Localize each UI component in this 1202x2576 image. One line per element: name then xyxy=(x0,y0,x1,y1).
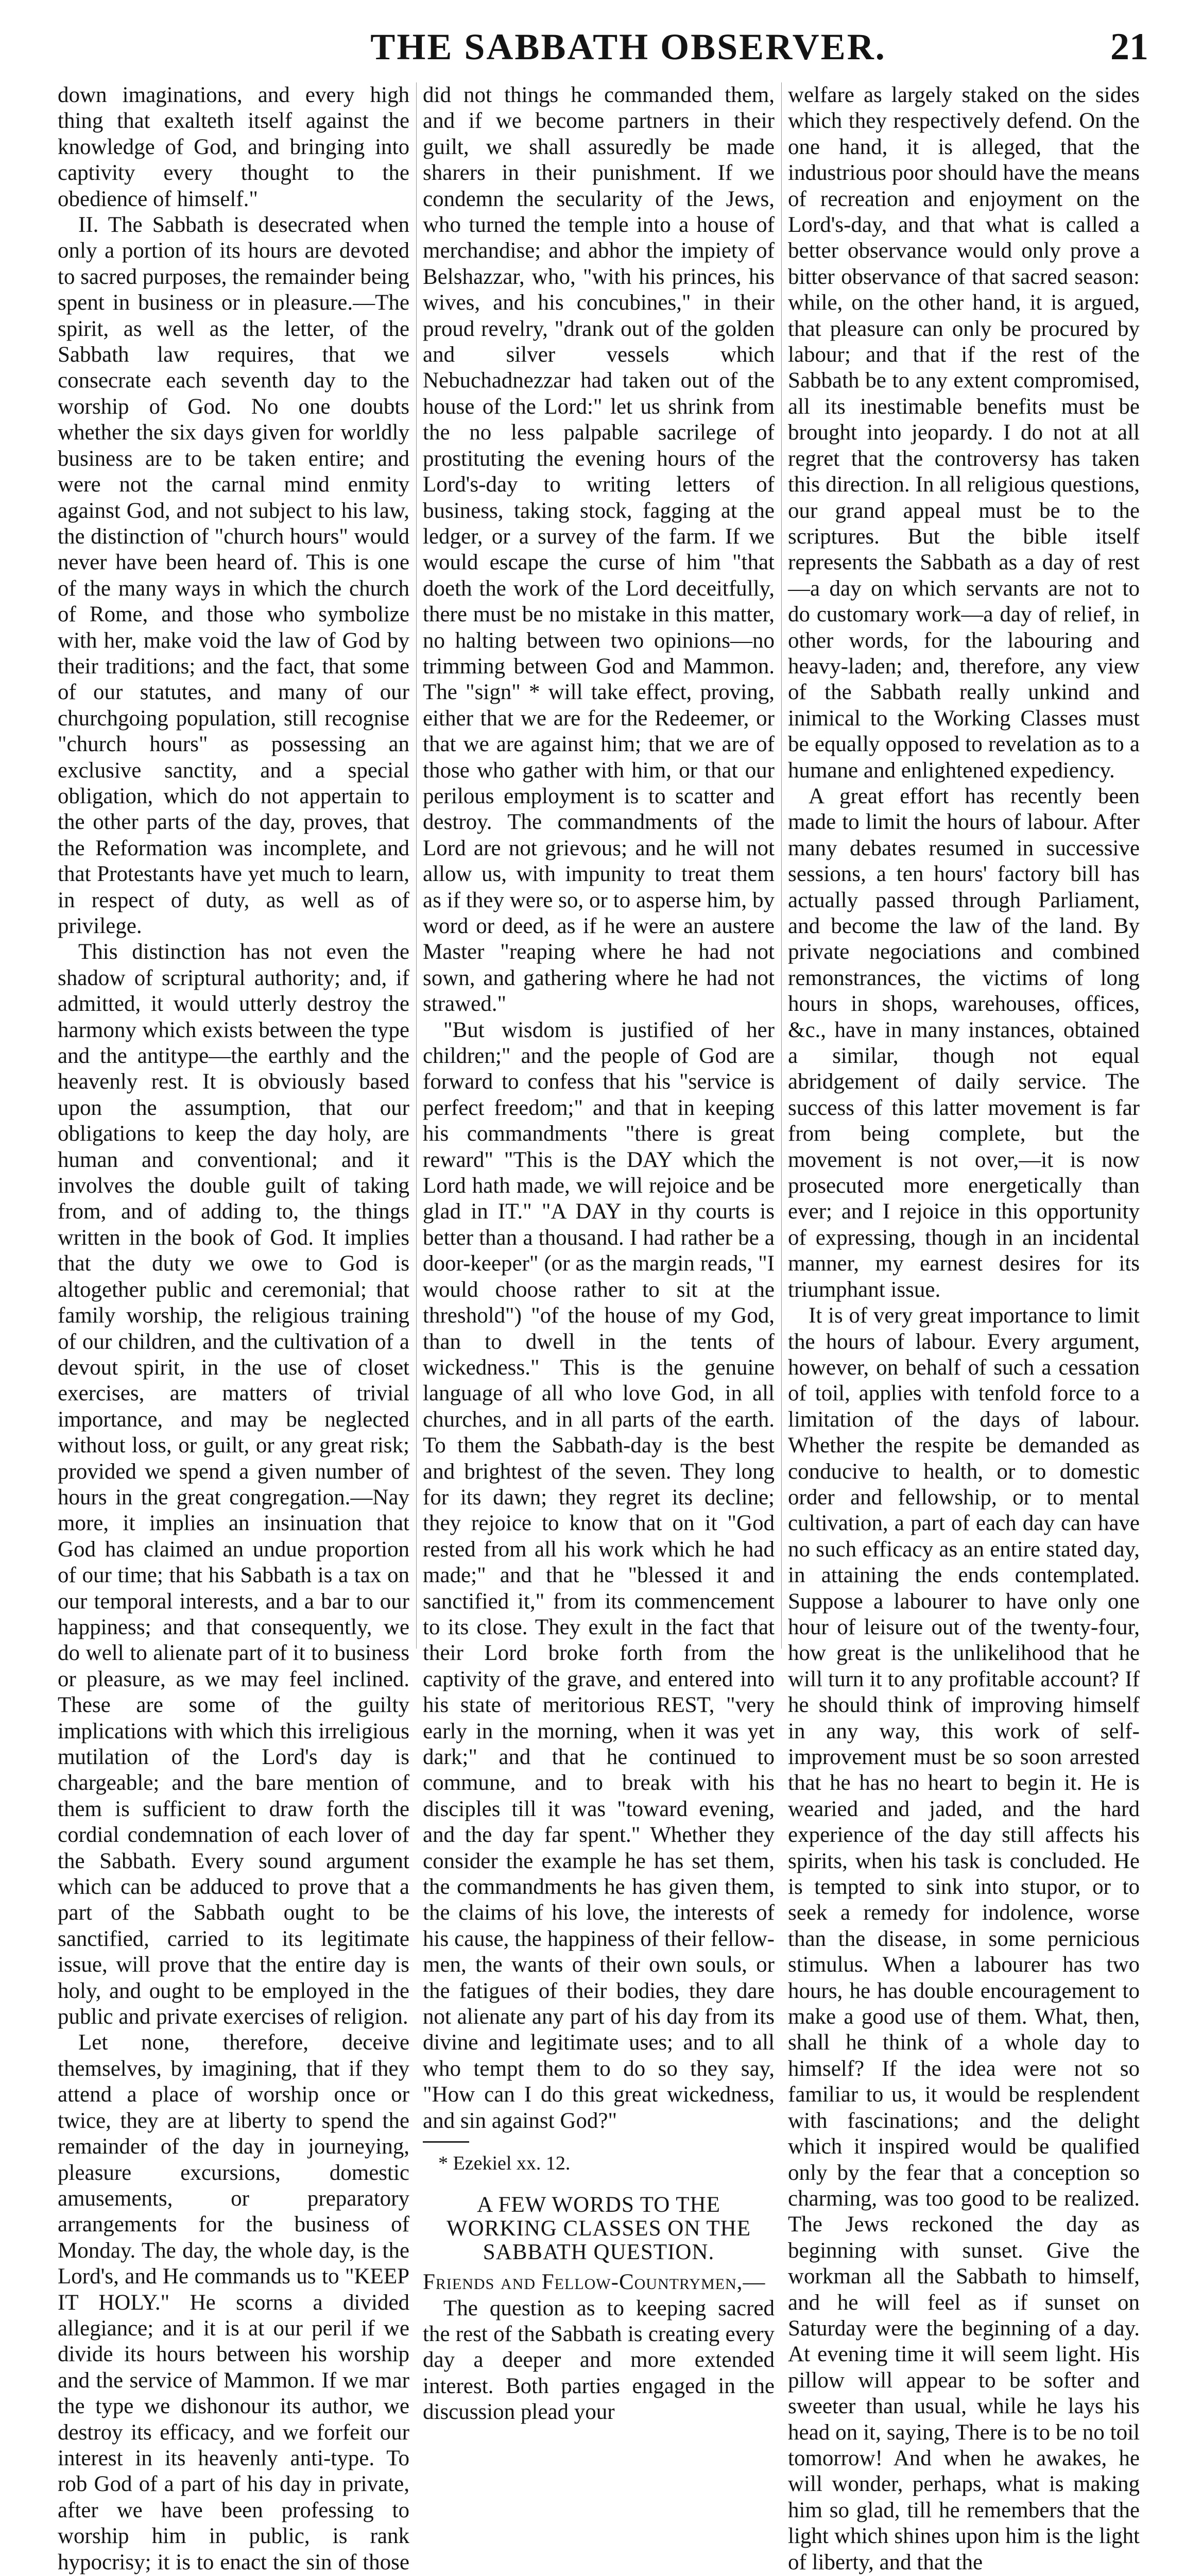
paragraph: II. The Sabbath is desecrated when only a portion of its hours are devoted to sacred purposes, the remainder being spent in business or in pleasure.—The spirit, as well as the letter, of the Sabbath law requires, that we consecrate each seventh day to the worship of God. No one doubts whether the six days given for worldly business are to be taken entire; and were not the carnal mind enmity against God, and not subject to his law, the distinction of "church hours" would never have been heard of. This is one of the many ways in which the church of Rome, and those who symbolize with her, make void the law of God by their traditions; and the fact, that some of our statutes, and many of our churchgoing population, still recognise "church hours" as possessing an exclusive sanctity, and a special obligation, which do not appertain to the other parts of the day, proves, that the Reformation was incomplete, and that Protestants have yet much to learn, in respect of duty, as well as of privilege. xyxy=(58,213,409,938)
paragraph: down imaginations, and every high thing that exalteth itself against the knowledge of God, and bringing into captivity every thought to the obedience of himself." xyxy=(58,83,409,211)
footnote-rule xyxy=(423,2141,469,2143)
paragraph: This distinction has not even the shadow of scriptural authority; and, if admitted, it would utterly destroy the harmony which exists between the type and the antitype—the earthly and the heavenly rest. It is obviously based upon the assumption, that our obligations to keep the day holy, are human and conventional; and it involves the double guilt of taking from, and of adding to, the things written in the book of God. It implies that the duty we owe to God is altogether public and ceremonial; that family worship, the religious training of our children, and the cultivation of a devout spirit, in the use of closet exercises, are matters of trivial importance, and may be neglected without loss, or guilt, or any great risk; provided we spend a given number of hours in the great congregation.—Nay more, it implies an insinuation that God has claimed an undue proportion of our time; that his Sabbath is a tax on our temporal interests, and a bar to our happiness; and that consequently, we do well to alienate part of it to business or pleasure, as we may feel inclined. These are some of the guilty implications with which this irreligious mutilation of the Lord's day is chargeable; and the bare mention of them is sufficient to draw forth the cordial condemnation of each lover of the Sabbath. Every sound argument which can be adduced to prove that a part of the Sabbath ought to be sanctified, carried to its legitimate issue, will prove that the entire day is holy, and ought to be employed in the public and private exercises of religion. xyxy=(58,940,409,2029)
column-divider xyxy=(781,82,782,1649)
paragraph: welfare as largely staked on the sides which they respectively defend. On the one hand, it is alleged, that the industrious poor should have the means of recreation and enjoyment on the Lord's-day, and that what is called a better observance would only prove a bitter observance of that sacred season: while, on the other hand, it is argued, that pleasure can only be procured by labour; and that if the rest of the Sabbath be to any extent compromised, all its inestimable benefits must be brought into jeopardy. I do not at all regret that the controversy has taken this direction. In all religious questions, our grand appeal must be to the scriptures. But the bible itself represents the Sabbath as a day of rest—a day on which servants are not to do customary work—a day of relief, in other words, for the labouring and heavy-laden; and, therefore, any view of the Sabbath really unkind and inimical to the Working Classes must be equally opposed to revelation as to a humane and enlightened expediency. xyxy=(788,83,1140,783)
salutation: Friends and Fellow-Countrymen,— xyxy=(423,2270,766,2295)
section-heading: A FEW WORDS TO THE WORKING CLASSES ON THE SABBATH QUESTION. xyxy=(447,2193,751,2265)
journal-title: THE SABBATH OBSERVER. xyxy=(370,26,886,67)
page-number: 21 xyxy=(1110,26,1148,68)
footnote: * Ezekiel xx. 12. xyxy=(438,2153,571,2175)
paragraph: A great effort has recently been made to limit the hours of labour. After many debates resumed in successive sessions, a ten hours' factory bill has actually passed through Parliament, and become the law of the land. By private negociations and combined remonstrances, the victims of long hours in shops, warehouses, offices, &c., have in many instances, obtained a similar, though not equal abridgement of daily service. The success of this latter movement is far from being complete, but the movement is not over,—it is now prosecuted more energetically than ever; and I rejoice in this opportunity of expressing, though in an incidental manner, my earnest desires for its triumphant issue. xyxy=(788,784,1140,1302)
column-2 xyxy=(423,82,775,2425)
column-divider xyxy=(416,82,417,1649)
paragraph: The question as to keeping sacred the rest of the Sabbath is creating every day a deeper and more extended interest. Both parties engaged in the discussion plead your xyxy=(423,2296,775,2425)
paragraph: "But wisdom is justified of her children;" and the people of God are forward to confess that his "service is perfect freedom;" and that in keeping his commandments "there is great reward" "This is the DAY which the Lord hath made, we will rejoice and be glad in IT." "A DAY in thy courts is better than a thousand. I had rather be a door-keeper" (or as the margin reads, "I would choose rather to sit at the threshold") "of the house of my God, than to dwell in the tents of wickedness." This is the genuine language of all who love God, in all churches, and in all parts of the earth. To them the Sabbath-day is the best and brightest of the seven. They long for its dawn; they regret its decline; they rejoice to know that on it "God rested from all his work which he had made;" and that he "blessed it and sanctified it," from its commencement to its close. They exult in the fact that their Lord broke forth from the captivity of the grave, and entered into his state of meritorious REST, "very early in the morning, when it was yet dark;" and that he continued to commune, and to break with his disciples till it was "toward evening, and the day far spent." Whether they consider the example he has set them, the commandments he has given them, the claims of his love, the interests of his cause, the happiness of their fellow-men, the wants of their own souls, or the fatigues of their bodies, they dare not alienate any part of his day from its divine and legitimate uses; and to all who tempt them to do so they say, "How can I do this great wickedness, and sin against God?" xyxy=(423,1018,775,2133)
column-3 xyxy=(788,82,1140,2574)
paragraph: Let none, therefore, deceive themselves, by imagining, that if they attend a place of worship once or twice, they are at liberty to spend the remainder of the day in journeying, pleasure excursions, domestic amusements, or preparatory arrangements for the business of Monday. The day, the whole day, is the Lord's, and He commands us to "KEEP IT HOLY." He scorns a divided allegiance; and it is at our peril if we divide its hours between his worship and the service of Mammon. If we mar the type we dishonour its author, we destroy its efficacy, and we forfeit our interest in its heavenly anti-type. To rob God of a part of his day in private, after we have been professing to worship him in public, is rank hypocrisy; it is to enact the sin of those xyxy=(58,2030,409,2574)
paragraph: It is of very great importance to limit the hours of labour. Every argument, however, on behalf of such a cessation of toil, applies with tenfold force to a limitation of the days of labour. Whether the respite be demanded as conducive to health, or to domestic order and fellowship, or to mental cultivation, a part of each day can have no such efficacy as an entire stated day, in attaining the ends contemplated. Suppose a labourer to have only one hour of leisure out of the twenty-four, how great is the unlikelihood that he will turn it to any profitable account? If he should think of improving himself in any way, this work of self-improvement must be so soon arrested that he has no heart to begin it. He is wearied and jaded, and the hard experience of the day still affects his spirits, when his task is concluded. He is tempted to sink into stupor, or to seek a remedy for indolence, worse than the disease, in some pernicious stimulus. When a labourer has two hours, he has double encouragement to make a good use of them. What, then, shall he think of a whole day to himself? If the idea were not so familiar to us, it would be resplendent with fascinations; and the delight which it inspired would be qualified only by the fear that a conception so charming, was too good to be realized. The Jews reckoned the day as beginning with sunset. Give the workman all the Sabbath to himself, and he will feel as if sunset on Saturday were the beginning of a day. At evening time it will seem light. His pillow will appear to be softer and sweeter than usual, while he lays his head on it, saying, There is to be no toil tomorrow! And when he awakes, he will wonder, perhaps, what is making him so glad, till he remembers that the light which shines upon him is the light of liberty, and that the xyxy=(788,1303,1140,2574)
paragraph: did not things he commanded them, and if we become partners in their guilt, we shall assuredly be made sharers in their punishment. If we condemn the secularity of the Jews, who turned the temple into a house of merchandise; and abhor the impiety of Belshazzar, who, "with his princes, his wives, and his concubines," in their proud revelry, "drank out of the golden and silver vessels which Nebuchadnezzar had taken out of the house of the Lord:" let us shrink from the no less palpable sacrilege of prostituting the evening hours of the Lord's-day to writing letters of business, taking stock, fagging at the ledger, or a survey of the farm. If we would escape the curse of him "that doeth the work of the Lord deceitfully, there must be no mistake in this matter, no halting between two opinions—no trimming between God and Mammon. The "sign" * will take effect, proving, either that we are for the Redeemer, or that we are against him; that we are of those who gather with him, or that our perilous employment is to scatter and destroy. The commandments of the Lord are not grievous; and he will not allow us, with impunity to treat them as if they were so, or to asperse him, by word or deed, as if he were an austere Master "reaping where he had not sown, and gathering where he had not strawed." xyxy=(423,83,775,1016)
column-1 xyxy=(58,82,409,2574)
running-head xyxy=(62,19,1148,80)
